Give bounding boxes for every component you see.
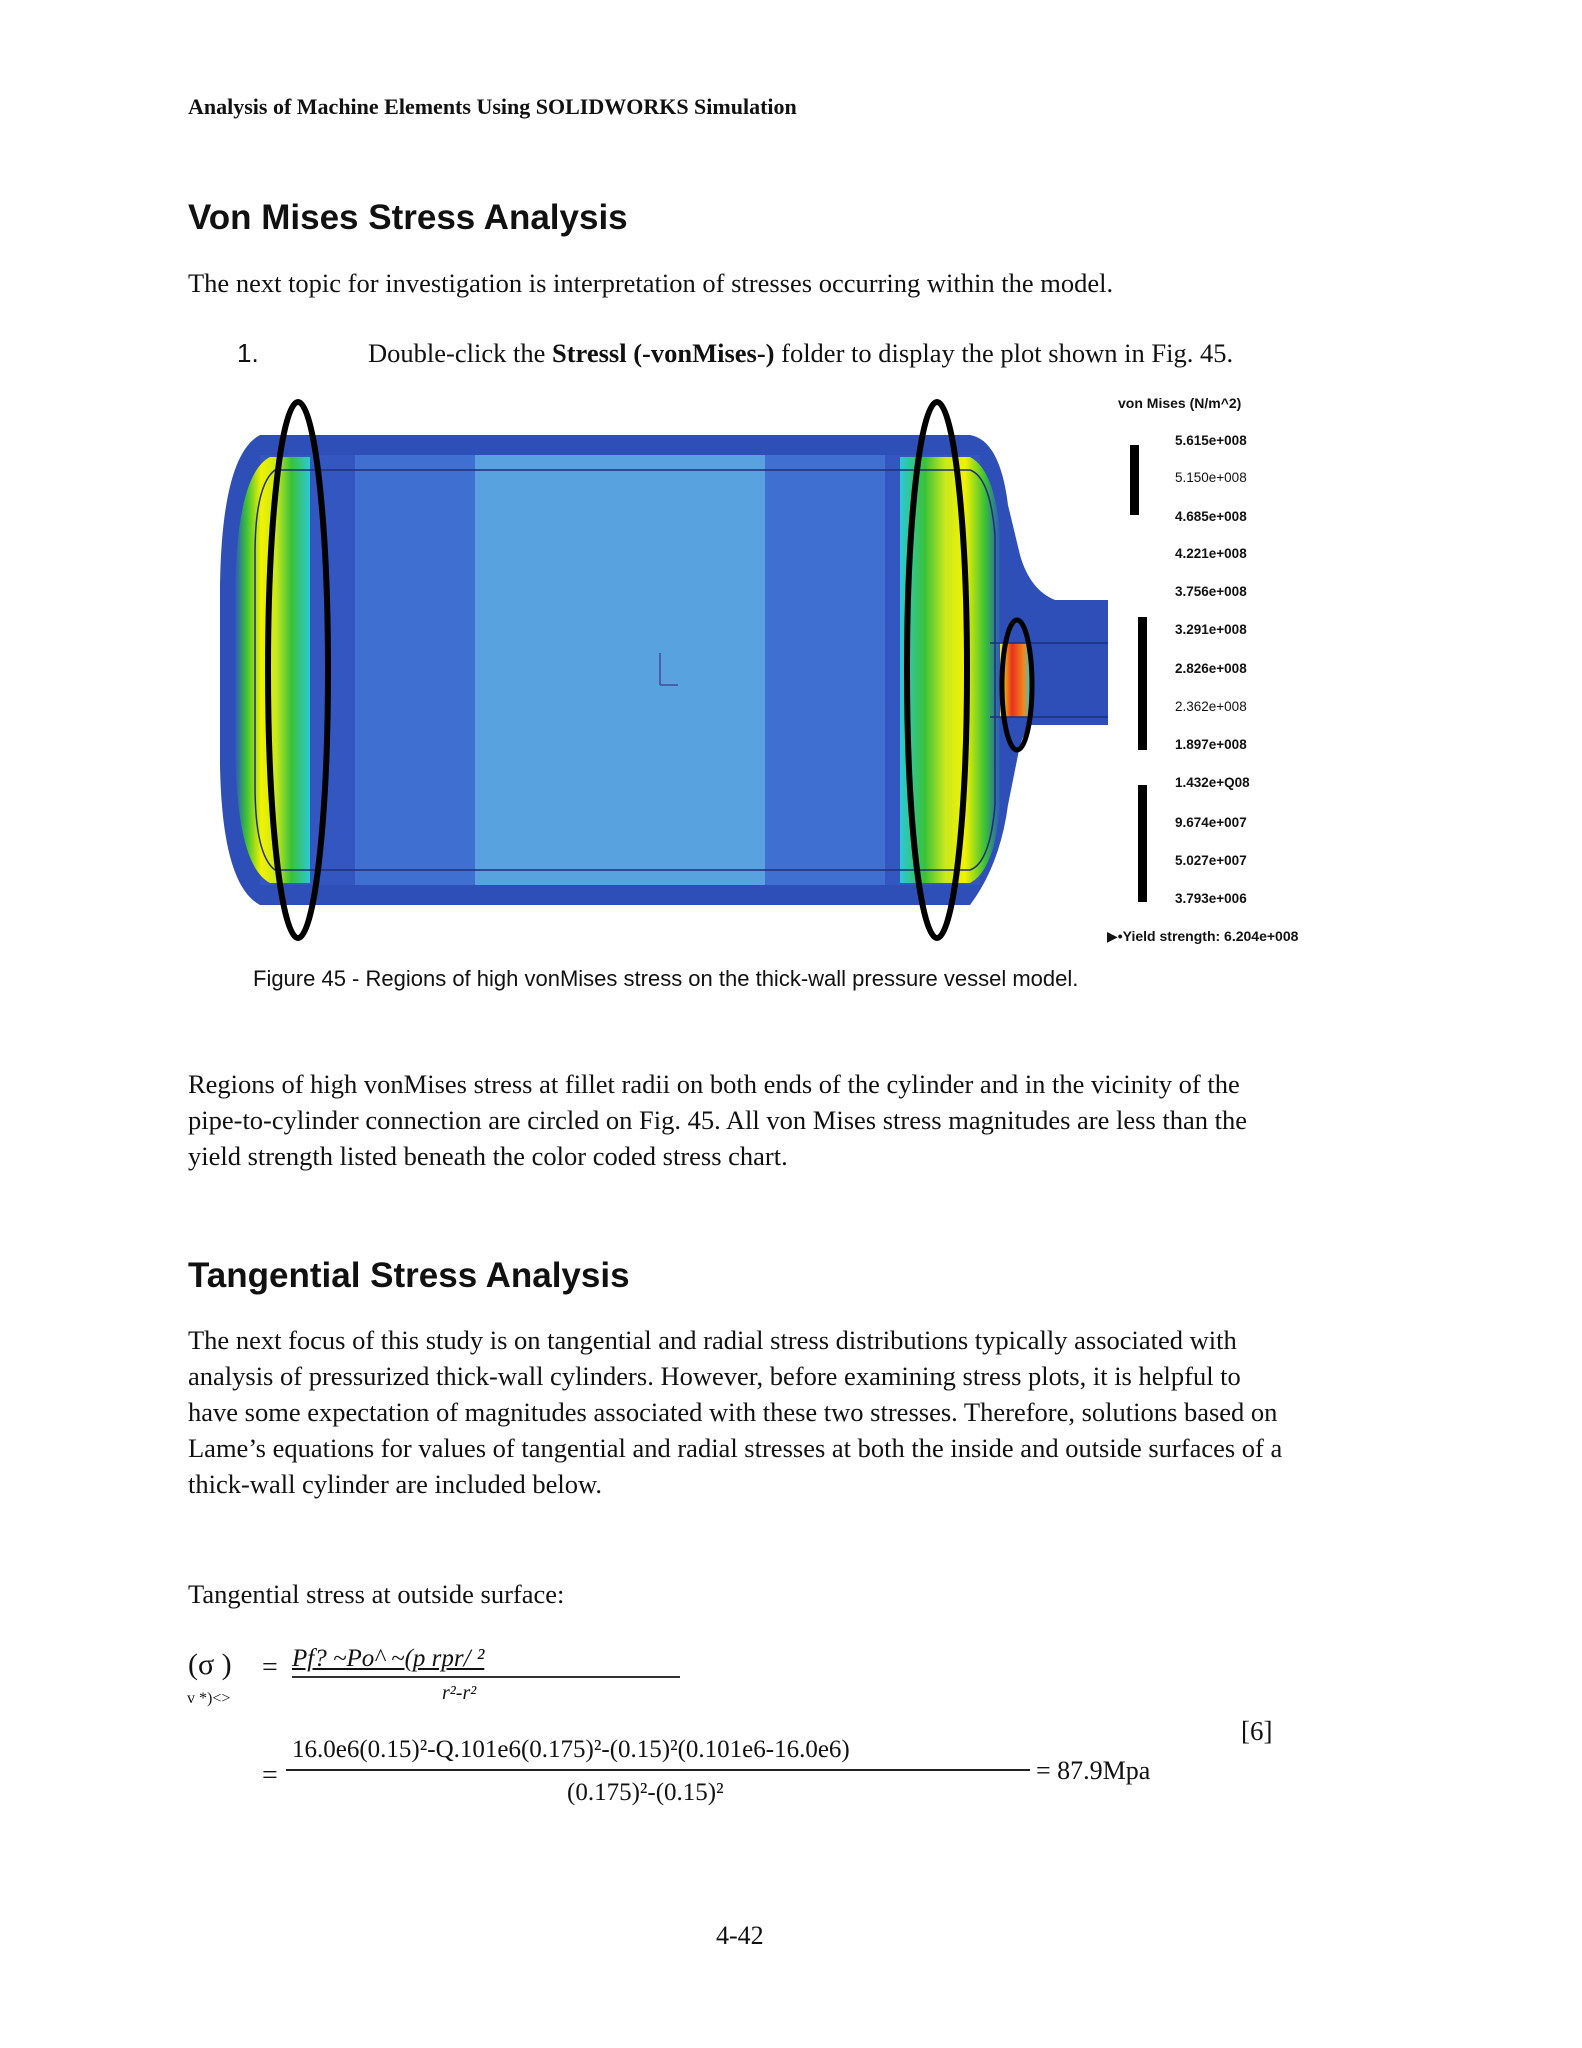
section-title-von-mises: Von Mises Stress Analysis: [188, 198, 628, 237]
legend-value: 5.150e+008: [1175, 470, 1247, 485]
equation-denominator: r²-r²: [442, 1682, 477, 1704]
equation-equals-1: =: [262, 1652, 278, 1683]
equation-numerator: Pf? ~Po^ ~(p rpr/ ²: [292, 1645, 485, 1672]
legend-value: 3.793e+006: [1175, 891, 1247, 906]
tangential-outside-label: Tangential stress at outside surface:: [188, 1579, 565, 1609]
equation-sigma: (σ ): [188, 1648, 232, 1681]
step-text-post: folder to display the plot shown in Fig. 45.: [774, 338, 1234, 368]
intro-paragraph: The next topic for investigation is interpretation of stresses occurring within the model.: [188, 268, 1114, 298]
step-number: 1.: [237, 338, 259, 368]
legend-value: 3.756e+008: [1175, 584, 1247, 599]
legend-value: 5.615e+008: [1175, 433, 1247, 448]
legend-value: 4.685e+008: [1175, 509, 1247, 524]
stress-plot-figure: [200, 385, 1150, 965]
running-header: Analysis of Machine Elements Using SOLIDWORKS Simulation: [188, 94, 797, 119]
yield-strength-label: ▶•Yield strength: 6.204e+008: [1107, 928, 1299, 944]
legend-value: 1.897e+008: [1175, 737, 1247, 752]
legend-bar-bottom: [1138, 785, 1147, 902]
tangential-intro-paragraph: The next focus of this study is on tangential and radial stress distributions typically associated with analysis of pressurized thick-wall cylinders. However, before examining stress plots, it is helpful to have some expectation of magnitudes associated with these two stresses. Therefore, solutions based on Lame’s equations for values of tangential and radial stresses at both the inside and outside surfaces of a thick-wall cylinder are included below.: [188, 1325, 1283, 1499]
step-text-pre: Double-click the: [368, 338, 552, 368]
equation-denominator-values: (0.175)²-(0.15)²: [567, 1779, 724, 1806]
legend-value: 5.027e+007: [1175, 853, 1247, 868]
vessel-center-band: [475, 455, 765, 885]
equation-equals-2: =: [262, 1760, 278, 1791]
equation-fraction-bar-1: [292, 1676, 680, 1678]
step-text: [368, 338, 1233, 369]
section-title-tangential: Tangential Stress Analysis: [188, 1256, 630, 1295]
equation-reference: [6]: [1241, 1716, 1273, 1746]
legend-value: 3.291e+008: [1175, 622, 1247, 637]
stress-folder-name: Stressl (-vonMises-): [551, 338, 775, 368]
equation-result: = 87.9Mpa: [1036, 1756, 1151, 1785]
legend-value: 2.362e+008: [1175, 699, 1247, 714]
legend-value: 2.826e+008: [1175, 661, 1247, 676]
page-number: 4-42: [716, 1921, 764, 1950]
legend-title: von Mises (N/m^2): [1118, 395, 1242, 411]
regions-paragraph: Regions of high vonMises stress at fillet radii on both ends of the cylinder and in the vicinity of the pipe-to-cylinder connection are circled on Fig. 45. All von Mises stress magnitudes are less than the yield strength listed beneath the color coded stress chart.: [188, 1069, 1248, 1171]
legend-value: 9.674e+007: [1175, 815, 1247, 830]
equation-fraction-bar-2: [286, 1769, 1030, 1771]
legend-value: 4.221e+008: [1175, 546, 1247, 561]
legend-bar-top: [1130, 445, 1139, 515]
equation-sigma-subscript: v *)<>: [187, 1690, 231, 1707]
figure-caption: Figure 45 - Regions of high vonMises stress on the thick-wall pressure vessel model.: [253, 966, 1079, 991]
legend-value: 1.432e+Q08: [1175, 775, 1250, 790]
pressure-vessel-plot: [200, 385, 1150, 965]
legend-bar-middle: [1138, 617, 1147, 750]
equation-numerator-values: 16.0e6(0.15)²-Q.101e6(0.175)²-(0.15)²(0.101e6-16.0e6): [292, 1736, 850, 1763]
